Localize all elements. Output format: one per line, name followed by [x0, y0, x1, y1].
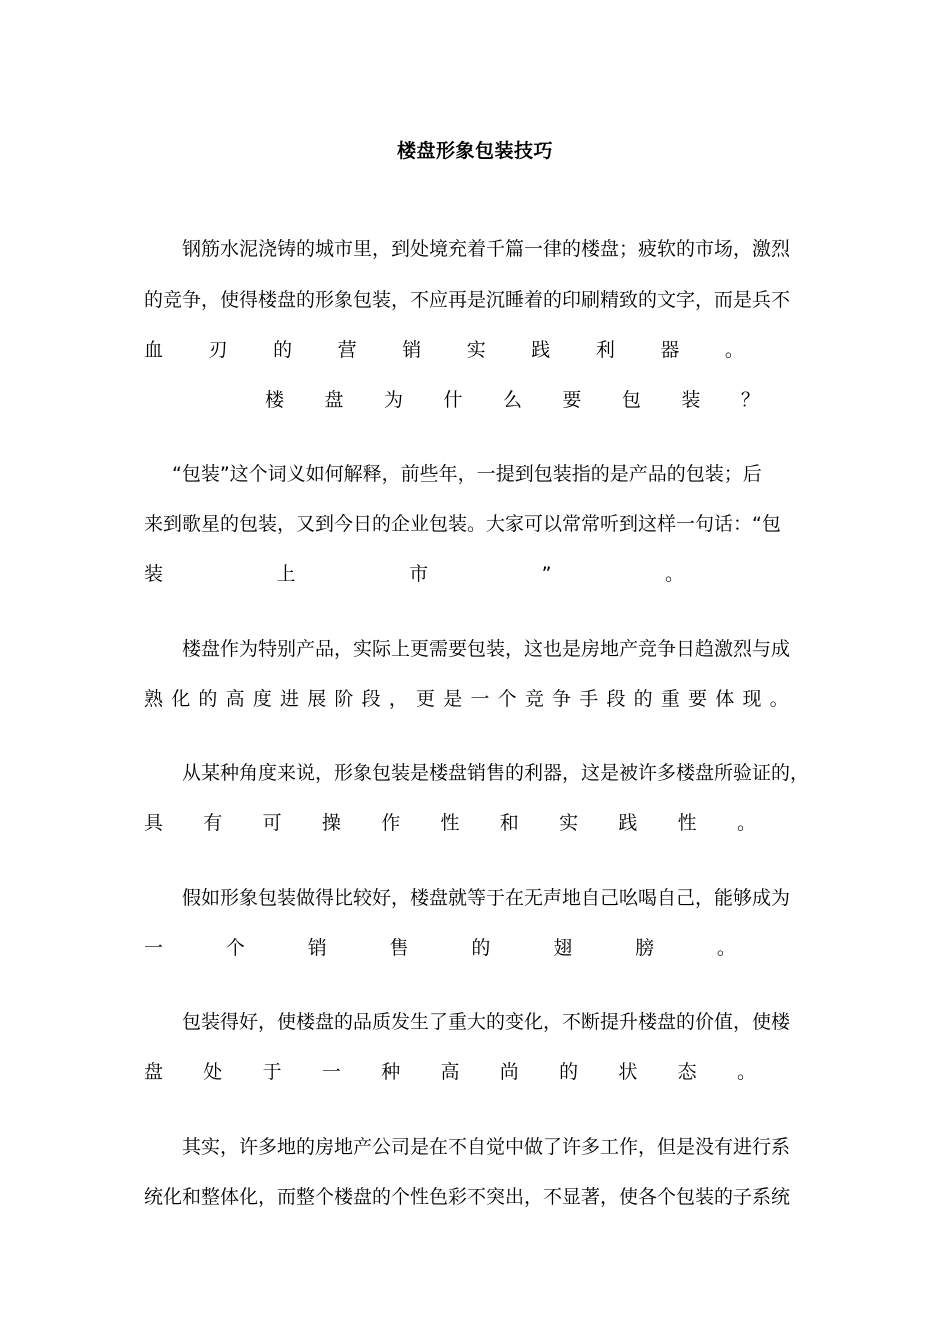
spread-char: 可: [262, 812, 282, 834]
spread-char: 售: [389, 937, 409, 959]
spread-char: 竞: [524, 688, 544, 710]
spread-char: 器: [660, 339, 680, 361]
paragraph-line-spread: [144, 337, 744, 363]
spread-char: 更: [416, 688, 436, 710]
spread-char: 具: [144, 812, 164, 834]
spread-char: 一: [144, 937, 164, 959]
spread-char: 熟: [144, 688, 164, 710]
spread-char: 包: [621, 389, 641, 411]
document-title: 楼盘形象包装技巧: [396, 140, 553, 162]
spread-char: 上: [276, 563, 296, 585]
paragraph-line-spread: [144, 810, 756, 836]
paragraph-line: 的竞争，使得楼盘的形象包装，不应再是沉睡着的印刷精致的文字，而是兵不: [144, 289, 791, 311]
spread-char: 个: [497, 688, 517, 710]
spread-char: 手: [579, 688, 599, 710]
paragraph-line: 钢筋水泥浇铸的城市里，到处境充着千篇一律的楼盘；疲软的市场，激烈: [182, 238, 791, 260]
spread-char: 刃: [208, 339, 228, 361]
spread-char: 作: [381, 812, 401, 834]
spread-char: 。: [736, 1061, 756, 1083]
spread-char: 性: [440, 812, 460, 834]
spread-char: 要: [688, 688, 708, 710]
spread-char: 操: [321, 812, 341, 834]
spread-char: 的: [633, 688, 653, 710]
spread-char: 市: [409, 563, 429, 585]
spread-char: 有: [203, 812, 223, 834]
spread-char: 的: [273, 339, 293, 361]
paragraph-line-spread: [144, 1059, 756, 1085]
spread-char: 段: [361, 688, 381, 710]
spread-char: 为: [383, 389, 403, 411]
spread-char: 态: [677, 1061, 697, 1083]
paragraph-line: 假如形象包装做得比较好，楼盘就等于在无声地自己吆喝自己，能够成为: [182, 887, 791, 909]
spread-char: 化: [171, 688, 191, 710]
spread-char: 性: [677, 812, 697, 834]
spread-char: 段: [606, 688, 626, 710]
spread-char: 。: [664, 563, 684, 585]
spread-char: 盘: [144, 1061, 164, 1083]
spread-char: 实: [466, 339, 486, 361]
paragraph-line: 来到歌星的包装，又到今日的企业包装。大家可以常常听到这样一句话：“包: [144, 513, 781, 535]
spread-char: 盘: [324, 389, 344, 411]
spread-char: 高: [225, 688, 245, 710]
spread-char: 体: [715, 688, 735, 710]
section-heading: [265, 387, 760, 413]
spread-char: 。: [724, 339, 744, 361]
paragraph-line: 包装得好，使楼盘的品质发生了重大的变化，不断提升楼盘的价值，使楼: [182, 1011, 791, 1033]
spread-char: 销: [402, 339, 422, 361]
spread-char: 处: [203, 1061, 223, 1083]
paragraph-line-spread: [144, 686, 789, 712]
spread-char: 是: [443, 688, 463, 710]
spread-char: 状: [618, 1061, 638, 1083]
spread-char: 么: [502, 389, 522, 411]
spread-char: 个: [225, 937, 245, 959]
spread-char: 销: [307, 937, 327, 959]
spread-char: 的: [198, 688, 218, 710]
spread-char: 展: [307, 688, 327, 710]
spread-char: 度: [252, 688, 272, 710]
spread-char: 的: [559, 1061, 579, 1083]
paragraph-line: 楼盘作为特别产品，实际上更需要包装，这也是房地产竞争日趋激烈与成: [182, 638, 791, 660]
spread-char: 装: [144, 563, 164, 585]
spread-char: 营: [337, 339, 357, 361]
spread-char: 实: [559, 812, 579, 834]
paragraph-line: “包装”这个词义如何解释，前些年，一提到包装指的是产品的包装；后: [172, 463, 762, 485]
spread-char: 。: [736, 812, 756, 834]
spread-char: 的: [471, 937, 491, 959]
spread-char: ？: [740, 389, 760, 411]
spread-char: 种: [381, 1061, 401, 1083]
spread-char: 践: [618, 812, 638, 834]
spread-char: 。: [716, 937, 736, 959]
paragraph-line: 其实，许多地的房地产公司是在不自觉中做了许多工作，但是没有进行系: [182, 1136, 791, 1158]
spread-char: 翅: [553, 937, 573, 959]
spread-char: 重: [660, 688, 680, 710]
spread-char: 尚: [499, 1061, 519, 1083]
spread-char: ，: [388, 688, 408, 710]
spread-char: 阶: [334, 688, 354, 710]
spread-char: 和: [499, 812, 519, 834]
spread-char: 现: [742, 688, 762, 710]
spread-char: 于: [262, 1061, 282, 1083]
spread-char: 利: [595, 339, 615, 361]
spread-char: 进: [280, 688, 300, 710]
spread-char: 高: [440, 1061, 460, 1083]
spread-char: 践: [531, 339, 551, 361]
spread-char: 装: [681, 389, 701, 411]
paragraph-line: 从某种角度来说，形象包装是楼盘销售的利器，这是被许多楼盘所验证的，: [182, 762, 810, 784]
spread-char: 楼: [265, 389, 285, 411]
spread-char: 血: [144, 339, 164, 361]
paragraph-line: 统化和整体化，而整个楼盘的个性色彩不突出，不显著，使各个包装的子系统: [144, 1186, 791, 1208]
paragraph-line-spread: [144, 935, 736, 961]
spread-char: 要: [562, 389, 582, 411]
spread-char: 什: [443, 389, 463, 411]
spread-char: 一: [470, 688, 490, 710]
spread-char: 。: [769, 688, 789, 710]
spread-char: 一: [321, 1061, 341, 1083]
paragraph-line-spread: [144, 561, 684, 587]
spread-char: 膀: [635, 937, 655, 959]
spread-char: ”: [541, 563, 552, 585]
spread-char: 争: [552, 688, 572, 710]
